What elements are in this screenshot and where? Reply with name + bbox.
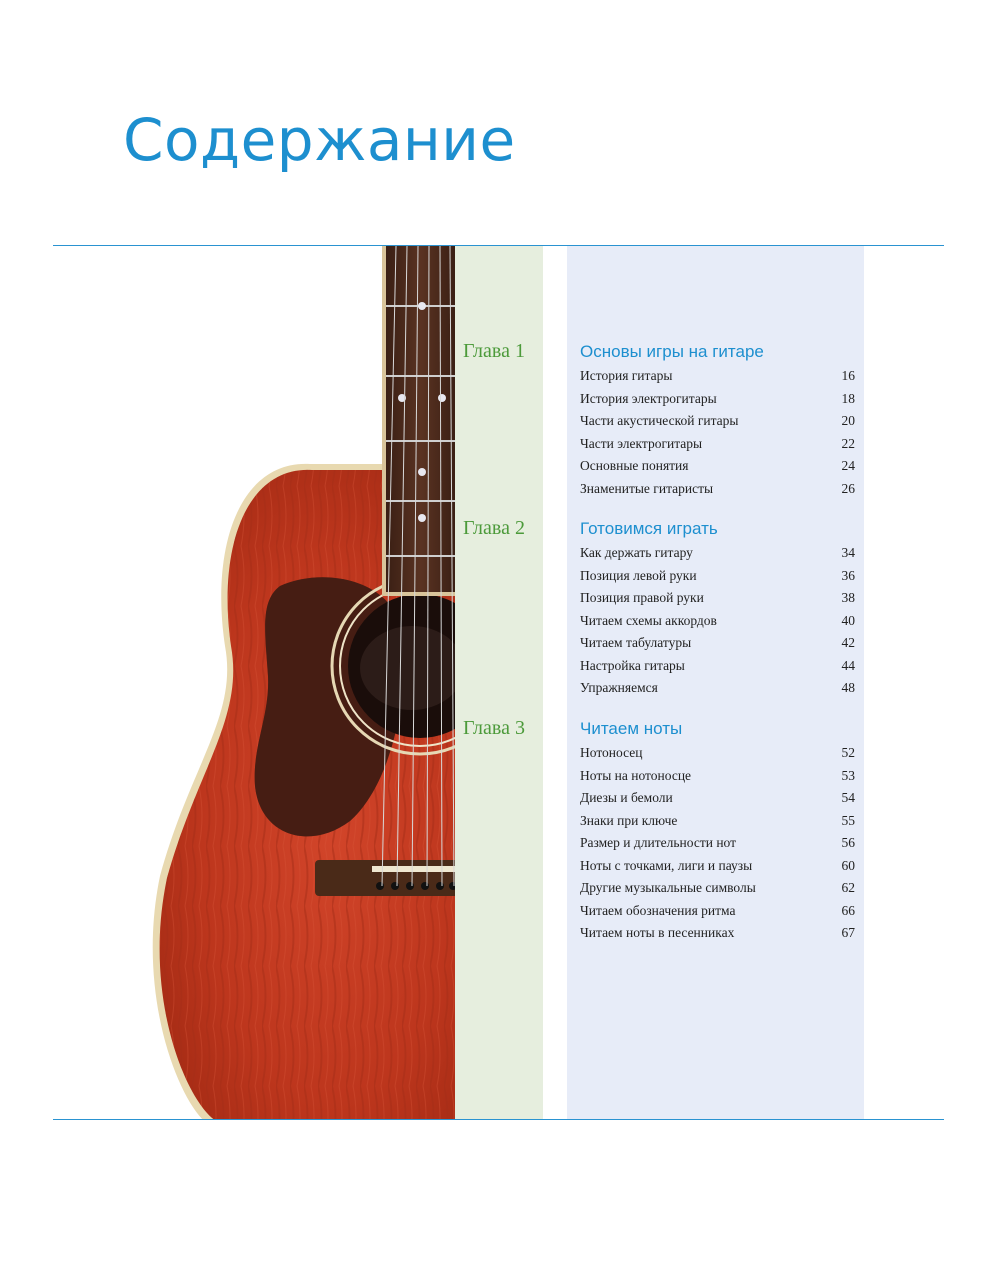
entry-title: Читаем табулатуры	[580, 635, 692, 650]
entry-title: История электрогитары	[580, 390, 717, 406]
chapter-title[interactable]: Основы игры на гитаре	[580, 342, 764, 361]
toc-entry[interactable]	[580, 832, 855, 855]
toc-entry[interactable]	[580, 655, 855, 678]
entry-title: Нотоносец	[580, 745, 643, 760]
entry-title: История гитары	[580, 368, 673, 383]
toc-entry[interactable]	[580, 587, 855, 610]
entry-title: Упражняемся	[580, 680, 658, 695]
entry-page-number: 60	[841, 857, 855, 873]
entry-page-number: 56	[841, 835, 855, 850]
chapter-3-section	[580, 716, 855, 945]
entry-title: Читаем обозначения ритма	[580, 902, 736, 918]
entry-title: Позиция левой руки	[580, 567, 697, 583]
entry-title: Ноты на нотоносце	[580, 767, 692, 783]
entry-page-number: 53	[841, 767, 855, 783]
toc-entry[interactable]	[580, 742, 855, 765]
chapter-title[interactable]: Читаем ноты	[580, 719, 683, 738]
entry-title: Части акустической гитары	[580, 413, 739, 428]
entry-title: Ноты с точками, лиги и паузы	[580, 857, 753, 873]
entry-title: Знаменитые гитаристы	[580, 480, 714, 496]
entry-page-number: 48	[841, 680, 855, 695]
chapter-2-section	[580, 516, 855, 700]
entry-page-number: 38	[841, 590, 855, 605]
toc-entry[interactable]	[580, 410, 855, 433]
entry-title: Как держать гитару	[580, 545, 693, 560]
entry-page-number: 18	[841, 390, 855, 406]
toc-entry[interactable]	[580, 810, 855, 833]
toc-entry[interactable]	[580, 542, 855, 565]
toc-entry[interactable]	[580, 388, 855, 411]
toc-entry[interactable]	[580, 610, 855, 633]
entry-page-number: 55	[841, 812, 855, 828]
entry-title: Основные понятия	[580, 458, 689, 473]
toc-entry[interactable]	[580, 632, 855, 655]
entry-title: Диезы и бемоли	[580, 790, 673, 805]
chapter-1-section	[580, 339, 855, 500]
toc-entry[interactable]	[580, 787, 855, 810]
chapter-label: Глава 1	[463, 340, 525, 362]
chapter-title[interactable]: Готовимся играть	[580, 519, 718, 538]
toc-entry[interactable]	[580, 765, 855, 788]
entry-title: Знаки при ключе	[580, 812, 678, 828]
entry-page-number: 44	[841, 657, 855, 673]
toc-entry[interactable]	[580, 565, 855, 588]
entry-page-number: 36	[841, 567, 855, 583]
entry-title: Читаем схемы аккордов	[580, 612, 717, 628]
toc-entry[interactable]	[580, 855, 855, 878]
toc-entry[interactable]	[580, 455, 855, 478]
toc-entry[interactable]	[580, 677, 855, 700]
entry-page-number: 22	[841, 435, 855, 451]
entry-page-number: 66	[841, 902, 855, 918]
entry-page-number: 62	[841, 880, 855, 895]
chapter-label-column	[455, 246, 543, 1119]
entry-page-number: 67	[841, 925, 855, 940]
toc-entry[interactable]	[580, 922, 855, 945]
entry-page-number: 26	[841, 480, 855, 496]
entry-page-number: 16	[841, 368, 855, 383]
entry-title: Позиция правой руки	[580, 590, 704, 605]
entry-page-number: 40	[841, 612, 855, 628]
entry-title: Части электрогитары	[580, 435, 703, 451]
page-title: Содержание	[123, 106, 516, 174]
entry-page-number: 24	[841, 458, 855, 473]
toc-entry[interactable]	[580, 877, 855, 900]
entry-title: Другие музыкальные символы	[580, 880, 756, 895]
guitar-photo	[150, 246, 456, 1119]
entry-title: Настройка гитары	[580, 657, 685, 673]
entry-title: Читаем ноты в песенниках	[580, 925, 735, 940]
toc-entry[interactable]	[580, 900, 855, 923]
entry-page-number: 52	[841, 745, 855, 760]
toc-entry[interactable]	[580, 433, 855, 456]
toc-entry[interactable]	[580, 365, 855, 388]
entry-title: Размер и длительности нот	[580, 835, 737, 850]
entry-page-number: 54	[841, 790, 855, 805]
chapter-label: Глава 3	[463, 717, 525, 739]
entry-page-number: 42	[841, 635, 855, 650]
entry-page-number: 20	[841, 413, 855, 428]
chapter-label: Глава 2	[463, 517, 525, 539]
entry-page-number: 34	[841, 545, 855, 560]
toc-entry[interactable]	[580, 478, 855, 501]
bottom-divider	[53, 1119, 944, 1120]
